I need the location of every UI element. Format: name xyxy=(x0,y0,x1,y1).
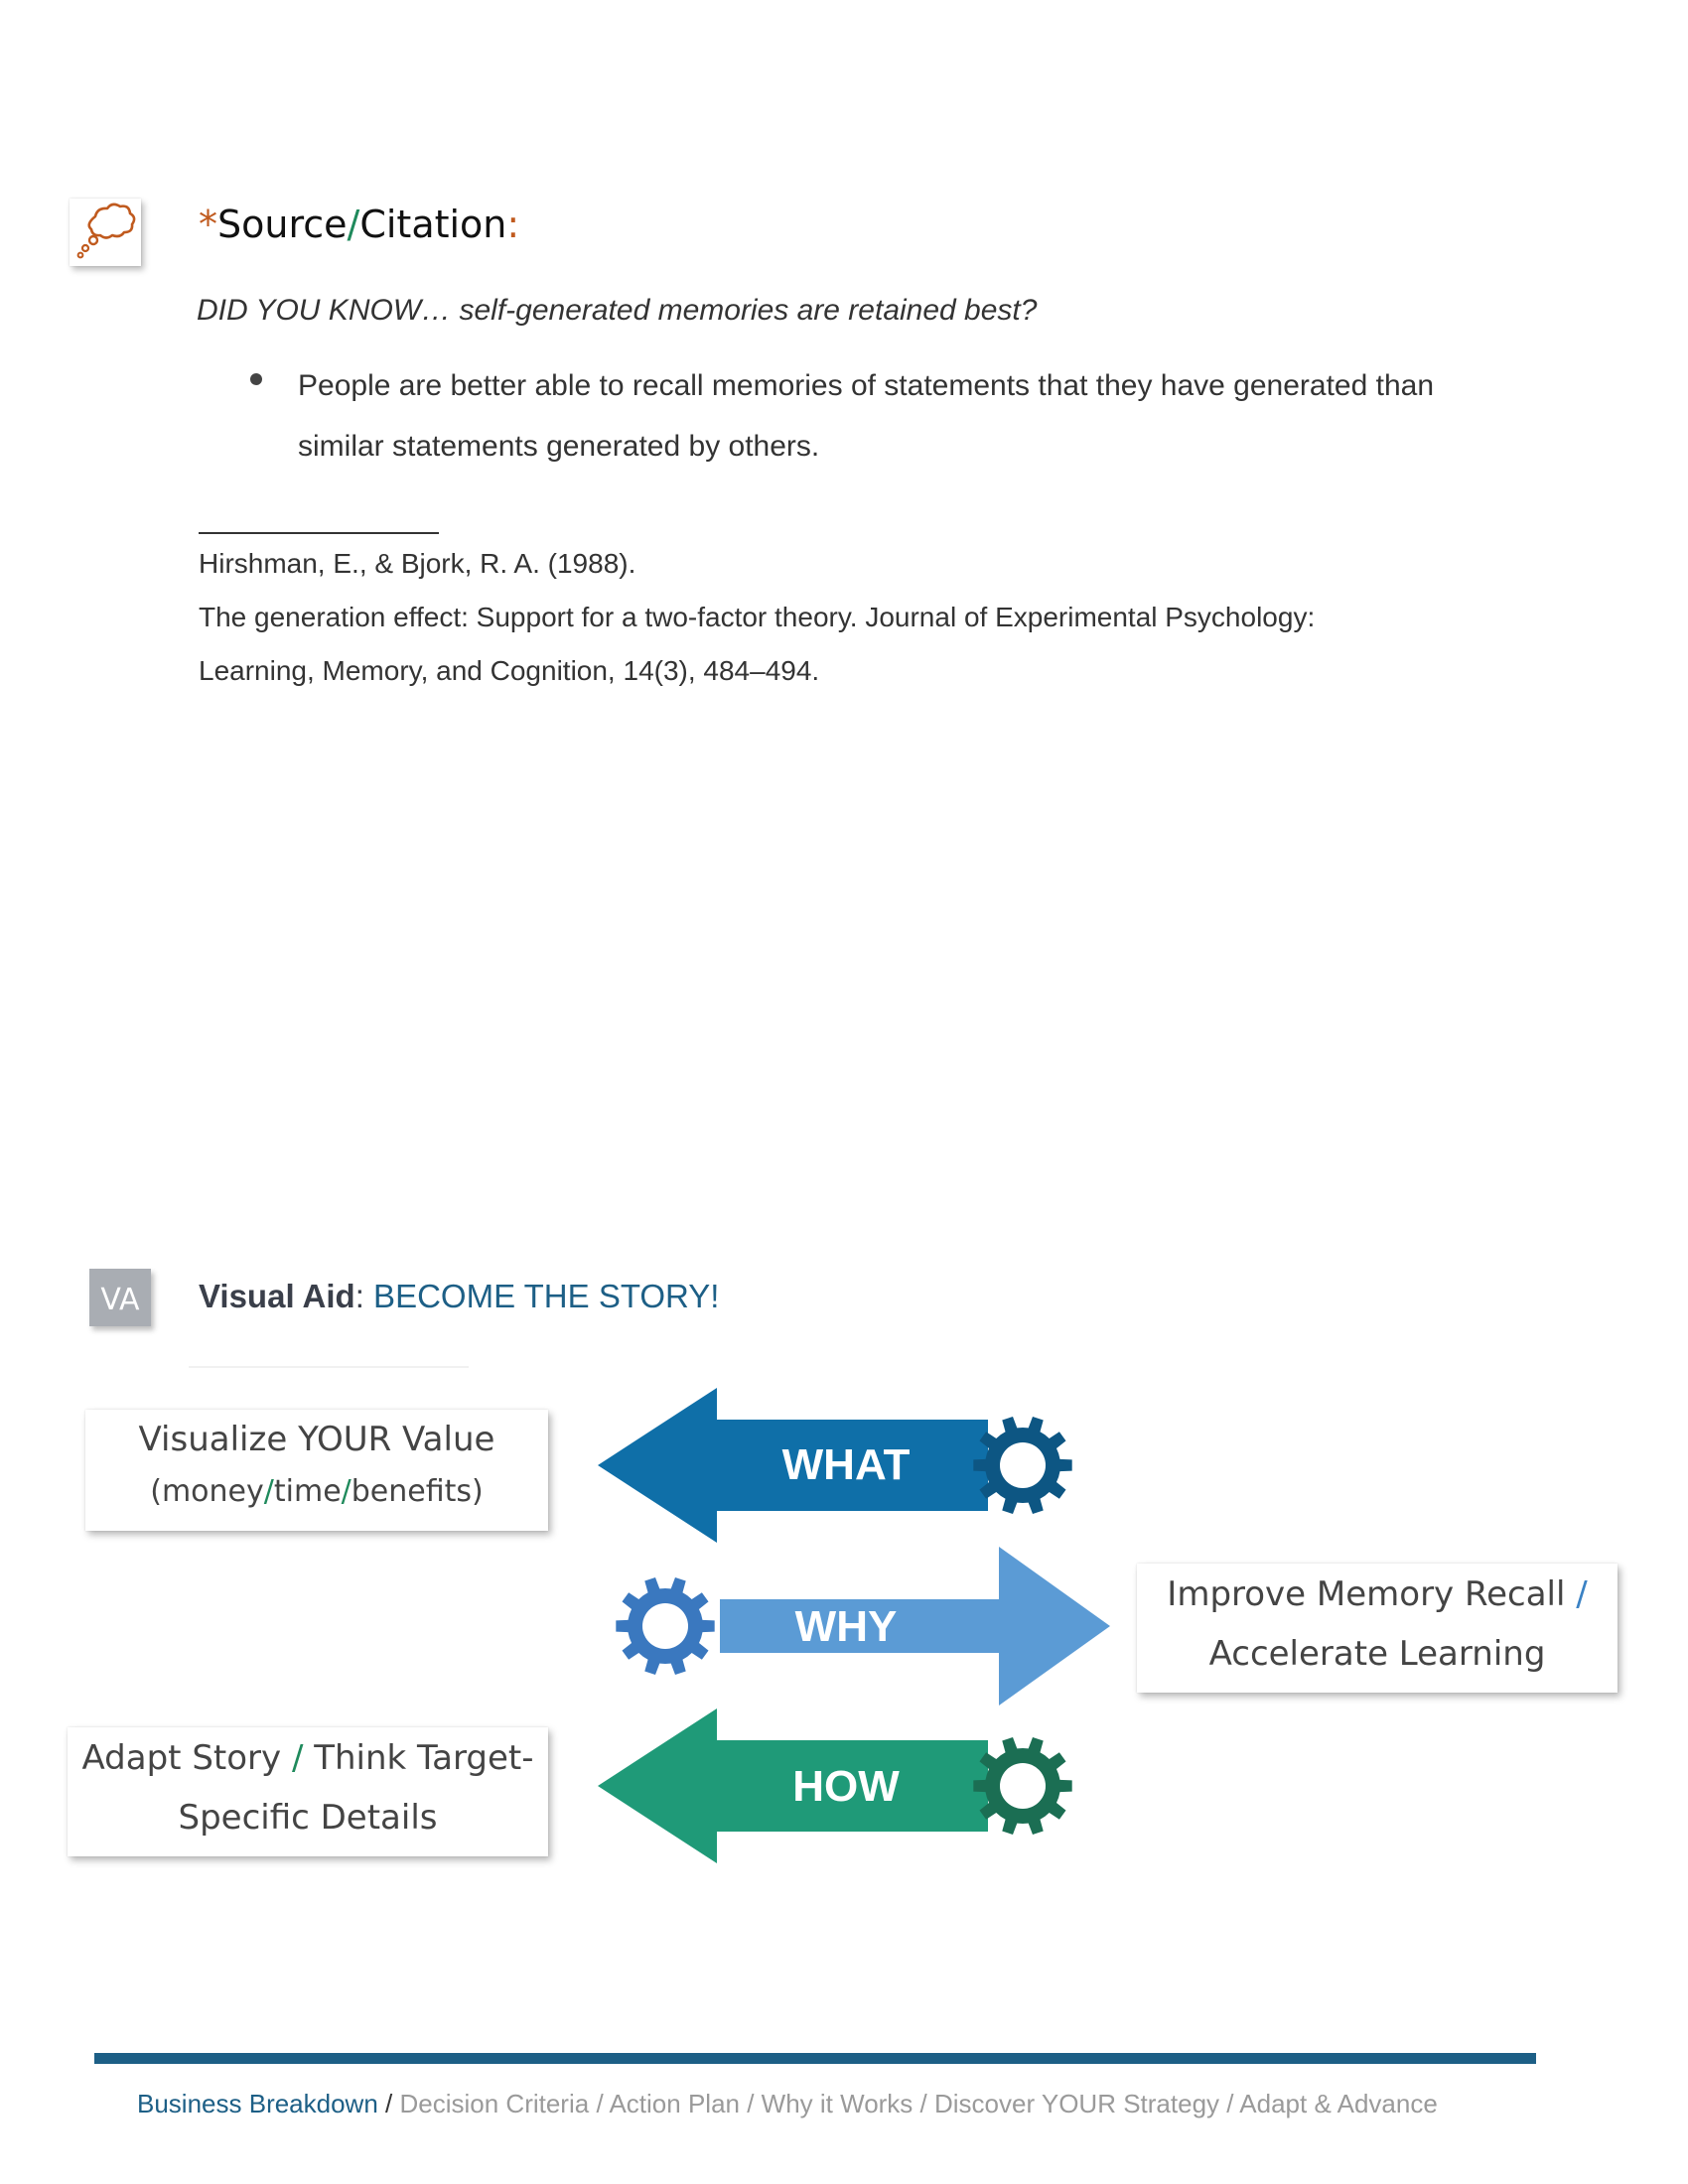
callout-how-line1: Adapt Story / Think Target- xyxy=(81,1738,534,1778)
thought-bubble-icon xyxy=(70,199,141,266)
how-label: HOW xyxy=(792,1762,900,1811)
citation-line-3: Learning, Memory, and Cognition, 14(3), 484–494. xyxy=(199,655,820,686)
callout-what-line1: Visualize YOUR Value xyxy=(138,1420,495,1459)
footer-sep: / xyxy=(589,2089,610,2118)
footer-item-action-plan[interactable]: Action Plan xyxy=(609,2089,740,2118)
citation-line-2: The generation effect: Support for a two-factor theory. Journal of Experimental Psychology: xyxy=(199,602,1316,632)
footer-sep: / xyxy=(377,2089,400,2118)
callout-why xyxy=(1137,1564,1618,1693)
footer-item-adapt-advance[interactable]: Adapt & Advance xyxy=(1239,2089,1438,2118)
citation-line-1: Hirshman, E., & Bjork, R. A. (1988). xyxy=(199,548,636,579)
footer-breadcrumb xyxy=(137,2089,1438,2119)
bullet-dot xyxy=(250,373,262,385)
visual-aid-label: Visual Aid xyxy=(199,1278,355,1314)
footer-item-discover-your-strategy[interactable]: Discover YOUR Strategy xyxy=(933,2089,1220,2118)
why-label: WHY xyxy=(794,1602,898,1651)
va-logo-text: VA xyxy=(100,1283,140,1317)
footer-sep: / xyxy=(913,2089,934,2118)
visual-aid-subtitle: BECOME THE STORY! xyxy=(363,1278,720,1314)
why-gear-hole xyxy=(642,1603,688,1649)
title-asterisk: * xyxy=(199,203,217,246)
source-citation-title xyxy=(199,203,519,246)
what-gear-icon xyxy=(973,1417,1071,1514)
what-why-how-diagram xyxy=(596,1388,1112,1874)
va-logo-mark xyxy=(89,1269,151,1326)
source-icon-box xyxy=(70,199,141,266)
footer-sep: / xyxy=(740,2089,762,2118)
callout-what xyxy=(85,1410,548,1531)
callout-how xyxy=(68,1727,548,1856)
callout-what-line2: (money/time/benefits) xyxy=(150,1474,484,1509)
footer-item-decision-criteria[interactable]: Decision Criteria xyxy=(399,2089,590,2118)
footer-item-business-breakdown[interactable]: Business Breakdown xyxy=(137,2089,378,2118)
how-gear-icon xyxy=(973,1737,1071,1835)
bullet-text: People are better able to recall memories of statements that they have generated than similar statements generated by others. xyxy=(298,369,1435,463)
footer-rule xyxy=(94,2053,1536,2064)
why-arrow xyxy=(720,1547,1110,1706)
visual-aid-colon: : xyxy=(354,1278,364,1314)
did-you-know-text: DID YOU KNOW… self-generated memories are retained best? xyxy=(197,294,1038,327)
visual-aid-title xyxy=(199,1278,719,1315)
what-label: WHAT xyxy=(781,1440,911,1489)
why-gear-icon xyxy=(616,1577,714,1675)
title-source: Source xyxy=(217,203,348,246)
footer-item-why-it-works[interactable]: Why it Works xyxy=(761,2089,914,2118)
what-gear-hole xyxy=(1000,1442,1046,1488)
footnote-divider xyxy=(199,532,439,534)
va-logo-icon xyxy=(89,1269,151,1326)
title-citation: Citation xyxy=(359,203,507,246)
callout-why-line1: Improve Memory Recall / xyxy=(1167,1574,1588,1614)
title-slash: / xyxy=(347,203,360,246)
callout-why-line2: Accelerate Learning xyxy=(1208,1634,1546,1674)
title-colon: : xyxy=(506,203,520,246)
visual-aid-divider xyxy=(189,1366,469,1368)
footer-sep: / xyxy=(1219,2089,1240,2118)
callout-how-line2: Specific Details xyxy=(178,1798,438,1838)
how-gear-hole xyxy=(1000,1763,1046,1809)
